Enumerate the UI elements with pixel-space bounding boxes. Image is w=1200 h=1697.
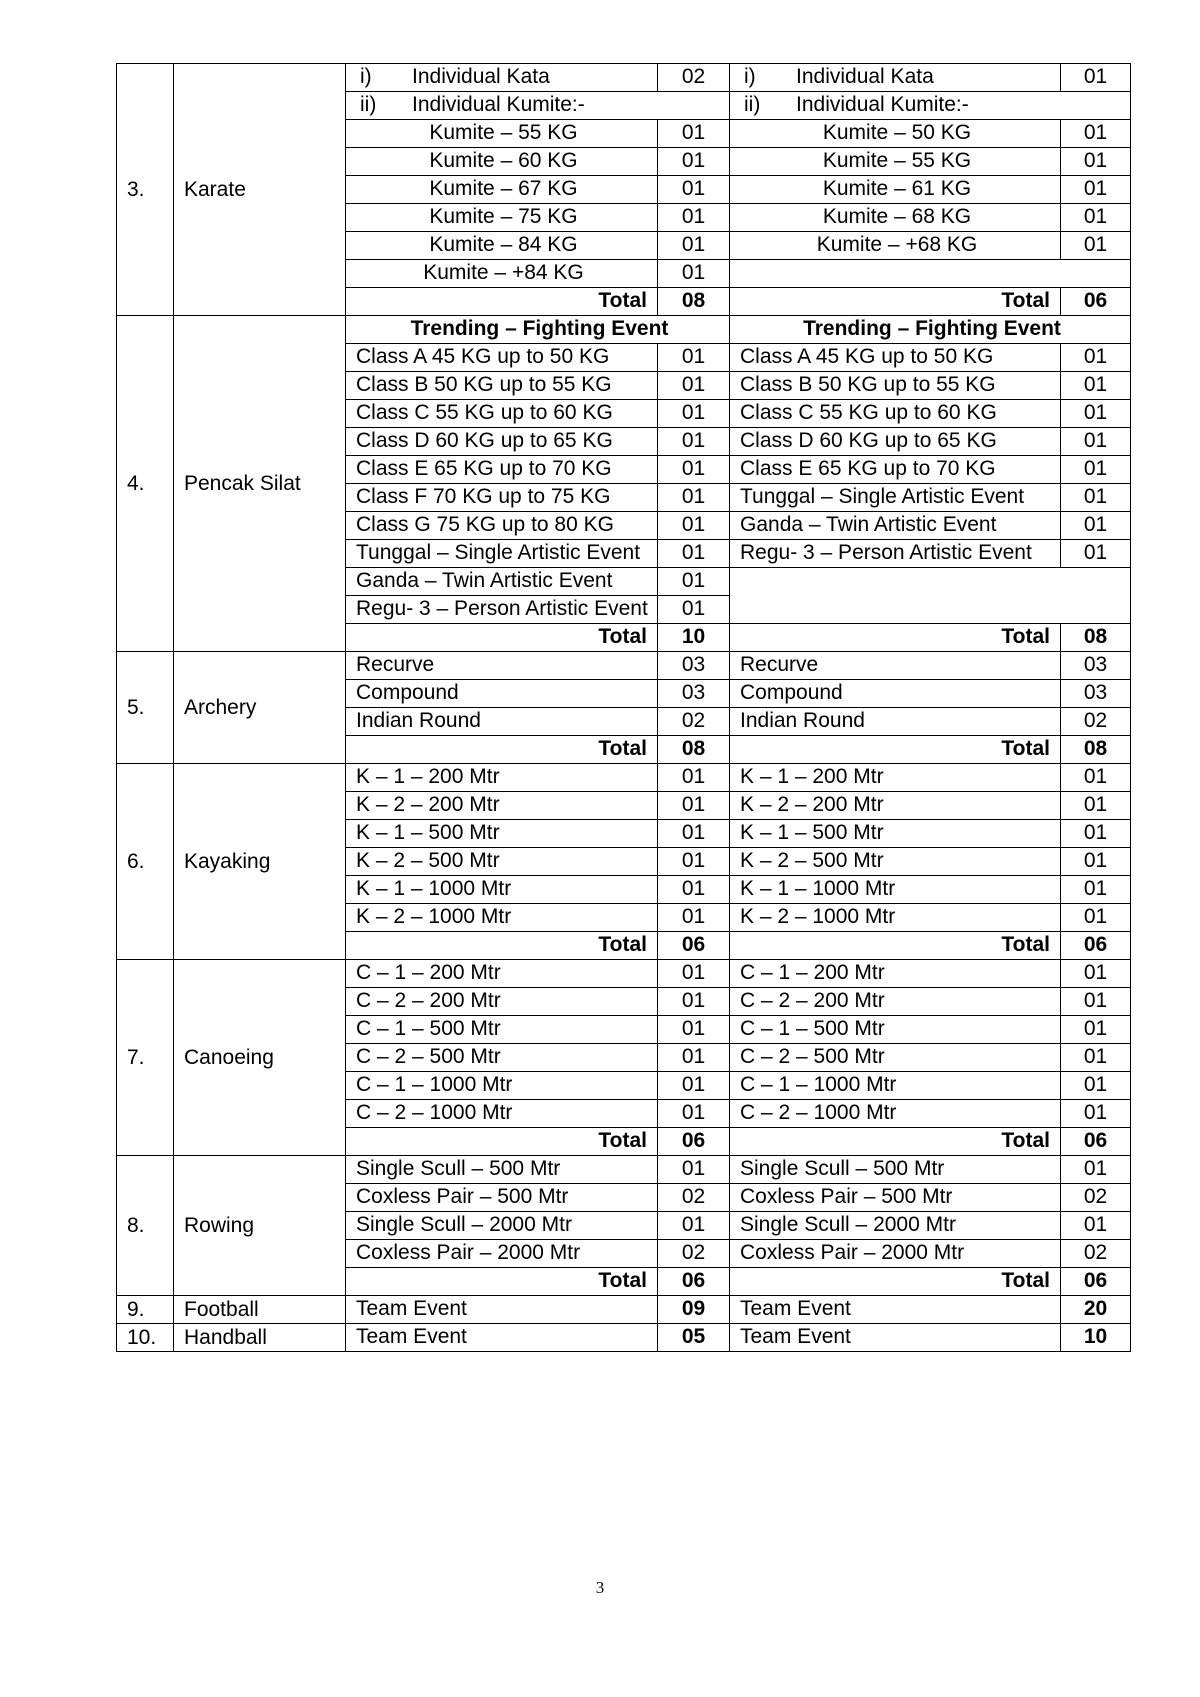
right-total-label: Total (730, 1128, 1061, 1156)
left-count-cell: 01 (658, 1044, 730, 1072)
left-event-label: Class D 60 KG up to 65 KG (356, 429, 613, 452)
right-total-value: 06 (1061, 288, 1131, 316)
left-count-cell: 01 (658, 148, 730, 176)
right-event-cell (730, 1240, 1061, 1268)
right-event-cell (730, 1044, 1061, 1072)
left-event-label: Class F 70 KG up to 75 KG (356, 485, 611, 508)
sport-name-cell: Handball (174, 1324, 346, 1352)
left-event-cell (346, 484, 658, 512)
right-total-value: 06 (1061, 1128, 1131, 1156)
right-event-cell (730, 120, 1061, 148)
right-total-value: 08 (1061, 736, 1131, 764)
left-section-header: Trending – Fighting Event (346, 316, 730, 344)
right-event-cell (730, 680, 1061, 708)
left-event-label: K – 1 – 200 Mtr (356, 765, 500, 788)
right-count-cell: 01 (1061, 148, 1131, 176)
right-event-cell (730, 400, 1061, 428)
right-event-label: K – 1 – 200 Mtr (740, 765, 884, 788)
left-event-cell (346, 344, 658, 372)
right-event-label: Kumite – 61 KG (822, 177, 972, 200)
right-count-cell: 01 (1061, 988, 1131, 1016)
left-total-value: 10 (658, 624, 730, 652)
right-count-cell: 01 (1061, 428, 1131, 456)
serial-number-cell: 6. (117, 764, 174, 960)
left-count-cell: 01 (658, 820, 730, 848)
right-event-label: Regu- 3 – Person Artistic Event (740, 541, 1032, 564)
right-count-cell: 01 (1061, 1044, 1131, 1072)
table-row (117, 1296, 1131, 1324)
left-event-cell (346, 764, 658, 792)
left-event-label: Kumite – +84 KG (423, 261, 584, 284)
right-event-label: C – 2 – 1000 Mtr (740, 1101, 897, 1124)
right-event-cell (730, 176, 1061, 204)
left-event-label: Individual Kumite:- (412, 93, 585, 116)
right-event-label: Kumite – 55 KG (822, 149, 972, 172)
left-count-cell: 01 (658, 428, 730, 456)
serial-number-cell: 10. (117, 1324, 174, 1352)
left-event-cell (346, 372, 658, 400)
table-row (117, 960, 1131, 988)
right-event-label: Single Scull – 500 Mtr (740, 1157, 945, 1180)
left-event-cell (346, 204, 658, 232)
left-event-label: Individual Kata (412, 65, 550, 88)
left-event-cell (346, 988, 658, 1016)
left-count-cell: 09 (658, 1296, 730, 1324)
left-count-cell: 01 (658, 1100, 730, 1128)
right-event-label: Kumite – 68 KG (822, 205, 972, 228)
left-count-cell: 01 (658, 848, 730, 876)
left-count-cell: 01 (658, 1016, 730, 1044)
serial-number-cell: 8. (117, 1156, 174, 1296)
left-count-cell: 01 (658, 792, 730, 820)
right-event-label: K – 2 – 1000 Mtr (740, 905, 896, 928)
right-count-cell: 01 (1061, 1212, 1131, 1240)
serial-number-cell: 4. (117, 316, 174, 652)
left-event-label: Class B 50 KG up to 55 KG (356, 373, 612, 396)
left-event-cell (346, 400, 658, 428)
right-count-cell: 02 (1061, 1184, 1131, 1212)
left-count-cell: 02 (658, 64, 730, 92)
left-event-label: Indian Round (356, 709, 481, 732)
sport-name-cell: Karate (174, 64, 346, 316)
left-count-cell: 03 (658, 680, 730, 708)
left-count-cell: 01 (658, 260, 730, 288)
right-event-label: C – 1 – 500 Mtr (740, 1017, 885, 1040)
right-count-cell: 01 (1061, 344, 1131, 372)
right-event-label: C – 1 – 200 Mtr (740, 961, 885, 984)
left-count-cell: 01 (658, 1212, 730, 1240)
left-event-label: C – 1 – 1000 Mtr (356, 1073, 513, 1096)
right-event-cell (730, 876, 1061, 904)
left-total-value: 06 (658, 1268, 730, 1296)
left-count-cell: 01 (658, 400, 730, 428)
left-event-label: Kumite – 60 KG (429, 149, 578, 172)
right-count-cell: 02 (1061, 1240, 1131, 1268)
right-event-label: Kumite – +68 KG (816, 233, 978, 256)
right-count-cell: 02 (1061, 708, 1131, 736)
right-event-label: Coxless Pair – 2000 Mtr (740, 1241, 965, 1264)
right-event-cell (730, 1184, 1061, 1212)
left-event-label: C – 2 – 500 Mtr (356, 1045, 501, 1068)
left-event-label: Recurve (356, 653, 435, 676)
right-event-label: Tunggal – Single Artistic Event (740, 485, 1025, 508)
table-row (117, 64, 1131, 92)
left-event-label: Class C 55 KG up to 60 KG (356, 401, 613, 424)
right-total-label: Total (730, 288, 1061, 316)
left-count-cell: 01 (658, 764, 730, 792)
left-total-label: Total (346, 932, 658, 960)
right-event-cell (730, 428, 1061, 456)
sport-name-cell: Football (174, 1296, 346, 1324)
right-event-heading (730, 92, 1131, 120)
left-event-cell (346, 680, 658, 708)
left-event-cell (346, 708, 658, 736)
right-total-label: Total (730, 624, 1061, 652)
left-event-cell (346, 1184, 658, 1212)
left-count-cell: 01 (658, 596, 730, 624)
left-event-cell (346, 1044, 658, 1072)
left-count-cell: 01 (658, 204, 730, 232)
right-event-cell (730, 904, 1061, 932)
left-total-label: Total (346, 1268, 658, 1296)
section-header-row (117, 316, 1131, 344)
right-event-label: Kumite – 50 KG (822, 121, 972, 144)
right-event-cell (730, 792, 1061, 820)
right-event-cell (730, 848, 1061, 876)
right-count-cell: 01 (1061, 820, 1131, 848)
left-event-cell (346, 904, 658, 932)
right-empty-cell (730, 568, 1131, 624)
left-event-cell (346, 960, 658, 988)
left-event-label: C – 2 – 1000 Mtr (356, 1101, 513, 1124)
left-event-cell (346, 1324, 658, 1352)
table-row (117, 1324, 1131, 1352)
left-event-label: Team Event (356, 1325, 467, 1348)
left-event-cell (346, 1156, 658, 1184)
right-event-label: K – 1 – 1000 Mtr (740, 877, 896, 900)
left-event-label: Kumite – 55 KG (429, 121, 578, 144)
left-event-label: Tunggal – Single Artistic Event (356, 541, 641, 564)
right-count-cell: 01 (1061, 1156, 1131, 1184)
page-number: 3 (595, 1578, 605, 1597)
left-event-label: K – 2 – 1000 Mtr (356, 905, 512, 928)
table-row (117, 652, 1131, 680)
left-count-cell: 05 (658, 1324, 730, 1352)
right-count-cell: 01 (1061, 1072, 1131, 1100)
right-count-cell: 01 (1061, 540, 1131, 568)
left-event-label: C – 1 – 500 Mtr (356, 1017, 501, 1040)
right-event-cell (730, 988, 1061, 1016)
right-event-cell (730, 148, 1061, 176)
right-count-cell: 10 (1061, 1324, 1131, 1352)
left-total-value: 08 (658, 736, 730, 764)
left-total-label: Total (346, 1128, 658, 1156)
right-event-cell (730, 960, 1061, 988)
right-event-label: Single Scull – 2000 Mtr (740, 1213, 956, 1236)
left-event-label: K – 2 – 500 Mtr (356, 849, 500, 872)
table-row (117, 1156, 1131, 1184)
right-event-label: Class C 55 KG up to 60 KG (740, 401, 997, 424)
right-event-cell (730, 1072, 1061, 1100)
right-total-label: Total (730, 1268, 1061, 1296)
left-event-cell (346, 540, 658, 568)
serial-number-cell: 3. (117, 64, 174, 316)
left-event-cell (346, 1296, 658, 1324)
left-event-cell (346, 232, 658, 260)
left-event-label: Coxless Pair – 500 Mtr (356, 1185, 569, 1208)
right-event-label: Individual Kata (796, 65, 934, 88)
right-event-label: Class A 45 KG up to 50 KG (740, 345, 994, 368)
left-event-cell (346, 1100, 658, 1128)
right-count-cell: 01 (1061, 120, 1131, 148)
right-event-label: Class D 60 KG up to 65 KG (740, 429, 997, 452)
left-event-cell (346, 176, 658, 204)
right-event-label: Individual Kumite:- (796, 93, 969, 116)
right-event-cell (730, 652, 1061, 680)
right-event-cell (730, 344, 1061, 372)
left-count-cell: 02 (658, 1240, 730, 1268)
left-count-cell: 02 (658, 1184, 730, 1212)
right-count-cell: 01 (1061, 456, 1131, 484)
left-event-cell (346, 260, 658, 288)
left-event-label: K – 1 – 500 Mtr (356, 821, 500, 844)
right-count-cell: 01 (1061, 764, 1131, 792)
left-total-label: Total (346, 736, 658, 764)
right-total-label: Total (730, 736, 1061, 764)
left-count-cell: 01 (658, 876, 730, 904)
left-count-cell: 01 (658, 904, 730, 932)
right-section-header: Trending – Fighting Event (730, 316, 1131, 344)
left-event-cell (346, 848, 658, 876)
left-count-cell: 01 (658, 456, 730, 484)
left-event-label: Coxless Pair – 2000 Mtr (356, 1241, 581, 1264)
right-count-cell: 03 (1061, 680, 1131, 708)
left-count-cell: 01 (658, 512, 730, 540)
left-count-cell: 01 (658, 960, 730, 988)
left-event-cell (346, 1240, 658, 1268)
right-count-cell: 03 (1061, 652, 1131, 680)
events-table (116, 63, 1131, 1352)
left-event-label: Ganda – Twin Artistic Event (356, 569, 613, 592)
left-event-cell (346, 512, 658, 540)
right-count-cell: 01 (1061, 372, 1131, 400)
left-event-label: K – 2 – 200 Mtr (356, 793, 500, 816)
right-count-cell: 20 (1061, 1296, 1131, 1324)
left-event-label: Class G 75 KG up to 80 KG (356, 513, 614, 536)
left-count-cell: 01 (658, 232, 730, 260)
right-event-cell (730, 372, 1061, 400)
right-event-label: K – 1 – 500 Mtr (740, 821, 884, 844)
right-event-label: K – 2 – 500 Mtr (740, 849, 884, 872)
right-event-label: Recurve (740, 653, 819, 676)
right-count-cell: 01 (1061, 848, 1131, 876)
right-event-label: Coxless Pair – 500 Mtr (740, 1185, 953, 1208)
left-event-label: Single Scull – 2000 Mtr (356, 1213, 572, 1236)
right-count-cell: 01 (1061, 176, 1131, 204)
left-event-cell (346, 596, 658, 624)
left-event-cell (346, 876, 658, 904)
sport-name-cell: Canoeing (174, 960, 346, 1156)
right-count-cell: 01 (1061, 1100, 1131, 1128)
left-event-label: C – 1 – 200 Mtr (356, 961, 501, 984)
left-count-cell: 01 (658, 484, 730, 512)
right-event-label: Compound (740, 681, 843, 704)
right-total-value: 06 (1061, 1268, 1131, 1296)
left-count-cell: 01 (658, 120, 730, 148)
left-count-cell: 02 (658, 708, 730, 736)
right-event-cell (730, 1324, 1061, 1352)
left-event-label: Team Event (356, 1297, 467, 1320)
left-event-label: Class A 45 KG up to 50 KG (356, 345, 610, 368)
left-event-cell (346, 1212, 658, 1240)
left-event-heading (346, 92, 730, 120)
right-event-cell (730, 540, 1061, 568)
sport-name-cell: Archery (174, 652, 346, 764)
left-event-cell (346, 1072, 658, 1100)
right-event-cell (730, 456, 1061, 484)
left-event-cell (346, 148, 658, 176)
right-event-cell (730, 232, 1061, 260)
left-event-label: Regu- 3 – Person Artistic Event (356, 597, 648, 620)
events-sheet (116, 63, 1130, 1352)
right-event-cell (730, 1156, 1061, 1184)
right-event-label: Indian Round (740, 709, 865, 732)
right-count-cell: 01 (1061, 512, 1131, 540)
sport-name-cell: Rowing (174, 1156, 346, 1296)
right-event-label: K – 2 – 200 Mtr (740, 793, 884, 816)
left-total-value: 06 (658, 932, 730, 960)
right-event-cell (730, 204, 1061, 232)
right-total-value: 08 (1061, 624, 1131, 652)
right-count-cell: 01 (1061, 792, 1131, 820)
right-event-cell (730, 1016, 1061, 1044)
left-roman-numeral: i) (360, 65, 372, 88)
events-table-body (117, 64, 1131, 1352)
left-total-value: 08 (658, 288, 730, 316)
right-event-cell (730, 484, 1061, 512)
sport-name-cell: Pencak Silat (174, 316, 346, 652)
sport-name-cell: Kayaking (174, 764, 346, 960)
left-total-label: Total (346, 624, 658, 652)
right-event-cell (730, 1100, 1061, 1128)
right-event-label: Ganda – Twin Artistic Event (740, 513, 997, 536)
right-count-cell: 01 (1061, 904, 1131, 932)
right-event-label: C – 2 – 200 Mtr (740, 989, 885, 1012)
left-event-label: Class E 65 KG up to 70 KG (356, 457, 612, 480)
left-event-label: Single Scull – 500 Mtr (356, 1157, 561, 1180)
right-event-cell (730, 512, 1061, 540)
right-event-cell (730, 764, 1061, 792)
left-event-label: Kumite – 67 KG (429, 177, 578, 200)
left-total-value: 06 (658, 1128, 730, 1156)
left-event-cell (346, 1016, 658, 1044)
right-event-label: C – 1 – 1000 Mtr (740, 1073, 897, 1096)
right-event-label: C – 2 – 500 Mtr (740, 1045, 885, 1068)
left-total-label: Total (346, 288, 658, 316)
left-event-label: K – 1 – 1000 Mtr (356, 877, 512, 900)
right-total-value: 06 (1061, 932, 1131, 960)
right-event-cell (730, 64, 1061, 92)
left-count-cell: 01 (658, 1156, 730, 1184)
left-count-cell: 01 (658, 988, 730, 1016)
right-event-cell (730, 820, 1061, 848)
right-count-cell: 01 (1061, 64, 1131, 92)
left-event-label: Kumite – 75 KG (429, 205, 578, 228)
left-roman-numeral: ii) (360, 93, 377, 116)
left-event-cell (346, 428, 658, 456)
right-count-cell: 01 (1061, 1016, 1131, 1044)
right-roman-numeral: i) (744, 65, 756, 88)
left-event-cell (346, 120, 658, 148)
left-count-cell: 01 (658, 568, 730, 596)
left-count-cell: 03 (658, 652, 730, 680)
right-event-label: Team Event (740, 1297, 851, 1320)
right-empty-cell (730, 260, 1131, 288)
right-count-cell: 01 (1061, 232, 1131, 260)
right-count-cell: 01 (1061, 960, 1131, 988)
left-count-cell: 01 (658, 372, 730, 400)
right-event-cell (730, 1212, 1061, 1240)
left-event-cell (346, 64, 658, 92)
left-event-label: C – 2 – 200 Mtr (356, 989, 501, 1012)
left-event-cell (346, 652, 658, 680)
right-event-label: Class B 50 KG up to 55 KG (740, 373, 996, 396)
serial-number-cell: 5. (117, 652, 174, 764)
left-count-cell: 01 (658, 176, 730, 204)
left-event-cell (346, 568, 658, 596)
left-count-cell: 01 (658, 344, 730, 372)
right-total-label: Total (730, 932, 1061, 960)
left-count-cell: 01 (658, 1072, 730, 1100)
right-event-label: Class E 65 KG up to 70 KG (740, 457, 996, 480)
left-event-label: Kumite – 84 KG (429, 233, 578, 256)
left-event-cell (346, 456, 658, 484)
serial-number-cell: 7. (117, 960, 174, 1156)
left-event-cell (346, 820, 658, 848)
right-roman-numeral: ii) (744, 93, 761, 116)
right-event-cell (730, 1296, 1061, 1324)
table-row (117, 764, 1131, 792)
right-event-label: Team Event (740, 1325, 851, 1348)
left-event-cell (346, 792, 658, 820)
right-count-cell: 01 (1061, 400, 1131, 428)
right-count-cell: 01 (1061, 876, 1131, 904)
serial-number-cell: 9. (117, 1296, 174, 1324)
left-count-cell: 01 (658, 540, 730, 568)
right-event-cell (730, 708, 1061, 736)
right-count-cell: 01 (1061, 204, 1131, 232)
left-event-label: Compound (356, 681, 459, 704)
right-count-cell: 01 (1061, 484, 1131, 512)
